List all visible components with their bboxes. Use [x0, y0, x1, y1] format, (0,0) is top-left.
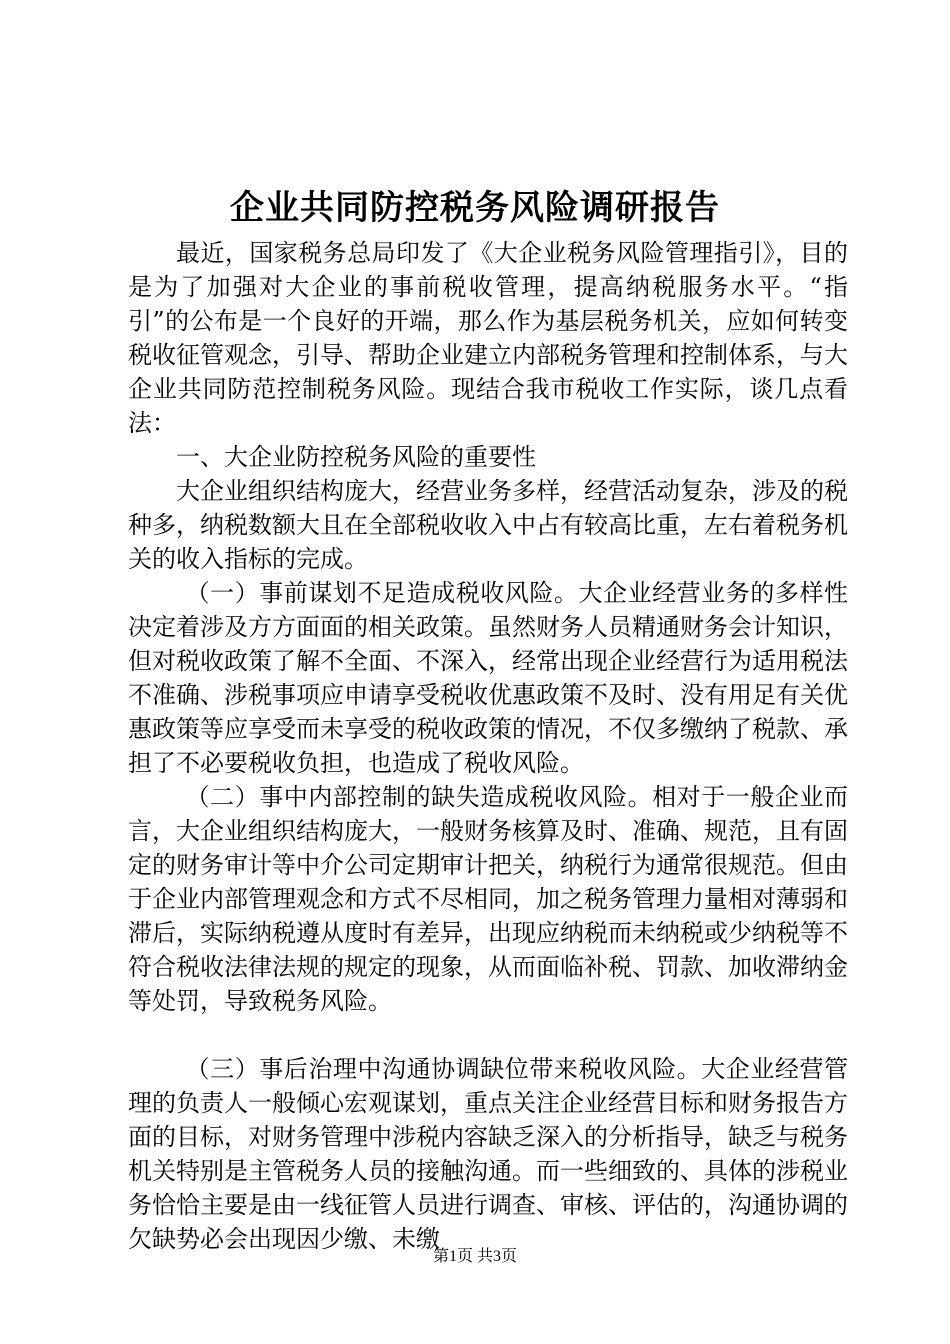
paragraph-intro: 最近，国家税务总局印发了《大企业税务风险管理指引》，目的是为了加强对大企业的事前税收管理，提高纳税服务水平。“指引”的公布是一个良好的开端，那么作为基层税务机关，应如何转变税收征管观念，引导、帮助企业建立内部税务管理和控制体系，与大企业共同防范控制税务风险。现结合我市税收工作实际，谈几点看法：: [128, 239, 848, 437]
paragraph-item-2: （二）事中内部控制的缺失造成税收风险。相对于一般企业而言，大企业组织结构庞大，一般财务核算及时、准确、规范，且有固定的财务审计等中介公司定期审计把关，纳税行为通常很规范。但由于企业内部管理观念和方式不尽相同，加之税务管理力量相对薄弱和滞后，实际纳税遵从度时有差异，出现应纳税而未纳税或少纳税等不符合税收法律法规的规定的现象，从而面临补税、罚款、加收滞纳金等处罚，导致税务风险。: [128, 783, 848, 1015]
paragraph-item-3: （三）事后治理中沟通协调缺位带来税收风险。大企业经营管理的负责人一般倾心宏观谋划，重点关注企业经营目标和财务报告方面的目标，对财务管理中涉税内容缺乏深入的分析指导，缺乏与税务机关特别是主管税务人员的接触沟通。而一些细致的、具体的涉税业务恰恰主要是由一线征管人员进行调查、审核、评估的，沟通协调的欠缺势必会出现因少缴、未缴: [128, 1055, 848, 1253]
document-title: 企业共同防控税务风险调研报告: [230, 188, 720, 228]
page-footer: 第1页 共3页: [432, 1248, 517, 1265]
paragraph-item-1: （一）事前谋划不足造成税收风险。大企业经营业务的多样性决定着涉及方方面面的相关政策。虽然财务人员精通财务会计知识，但对税收政策了解不全面、不深入，经常出现企业经营行为适用税法不准确、涉税事项应申请享受税收优惠政策不及时、没有用足有关优惠政策等应享受而未享受的税收政策的情况，不仅多缴纳了税款、承担了不必要税收负担，也造成了税收风险。: [128, 579, 848, 777]
section-heading-1: 一、大企业防控税务风险的重要性: [176, 443, 536, 471]
paragraph-section-1: 大企业组织结构庞大，经营业务多样，经营活动复杂，涉及的税种多，纳税数额大且在全部税收收入中占有较高比重，左右着税务机关的收入指标的完成。: [128, 477, 848, 573]
document-body: [128, 236, 848, 1256]
